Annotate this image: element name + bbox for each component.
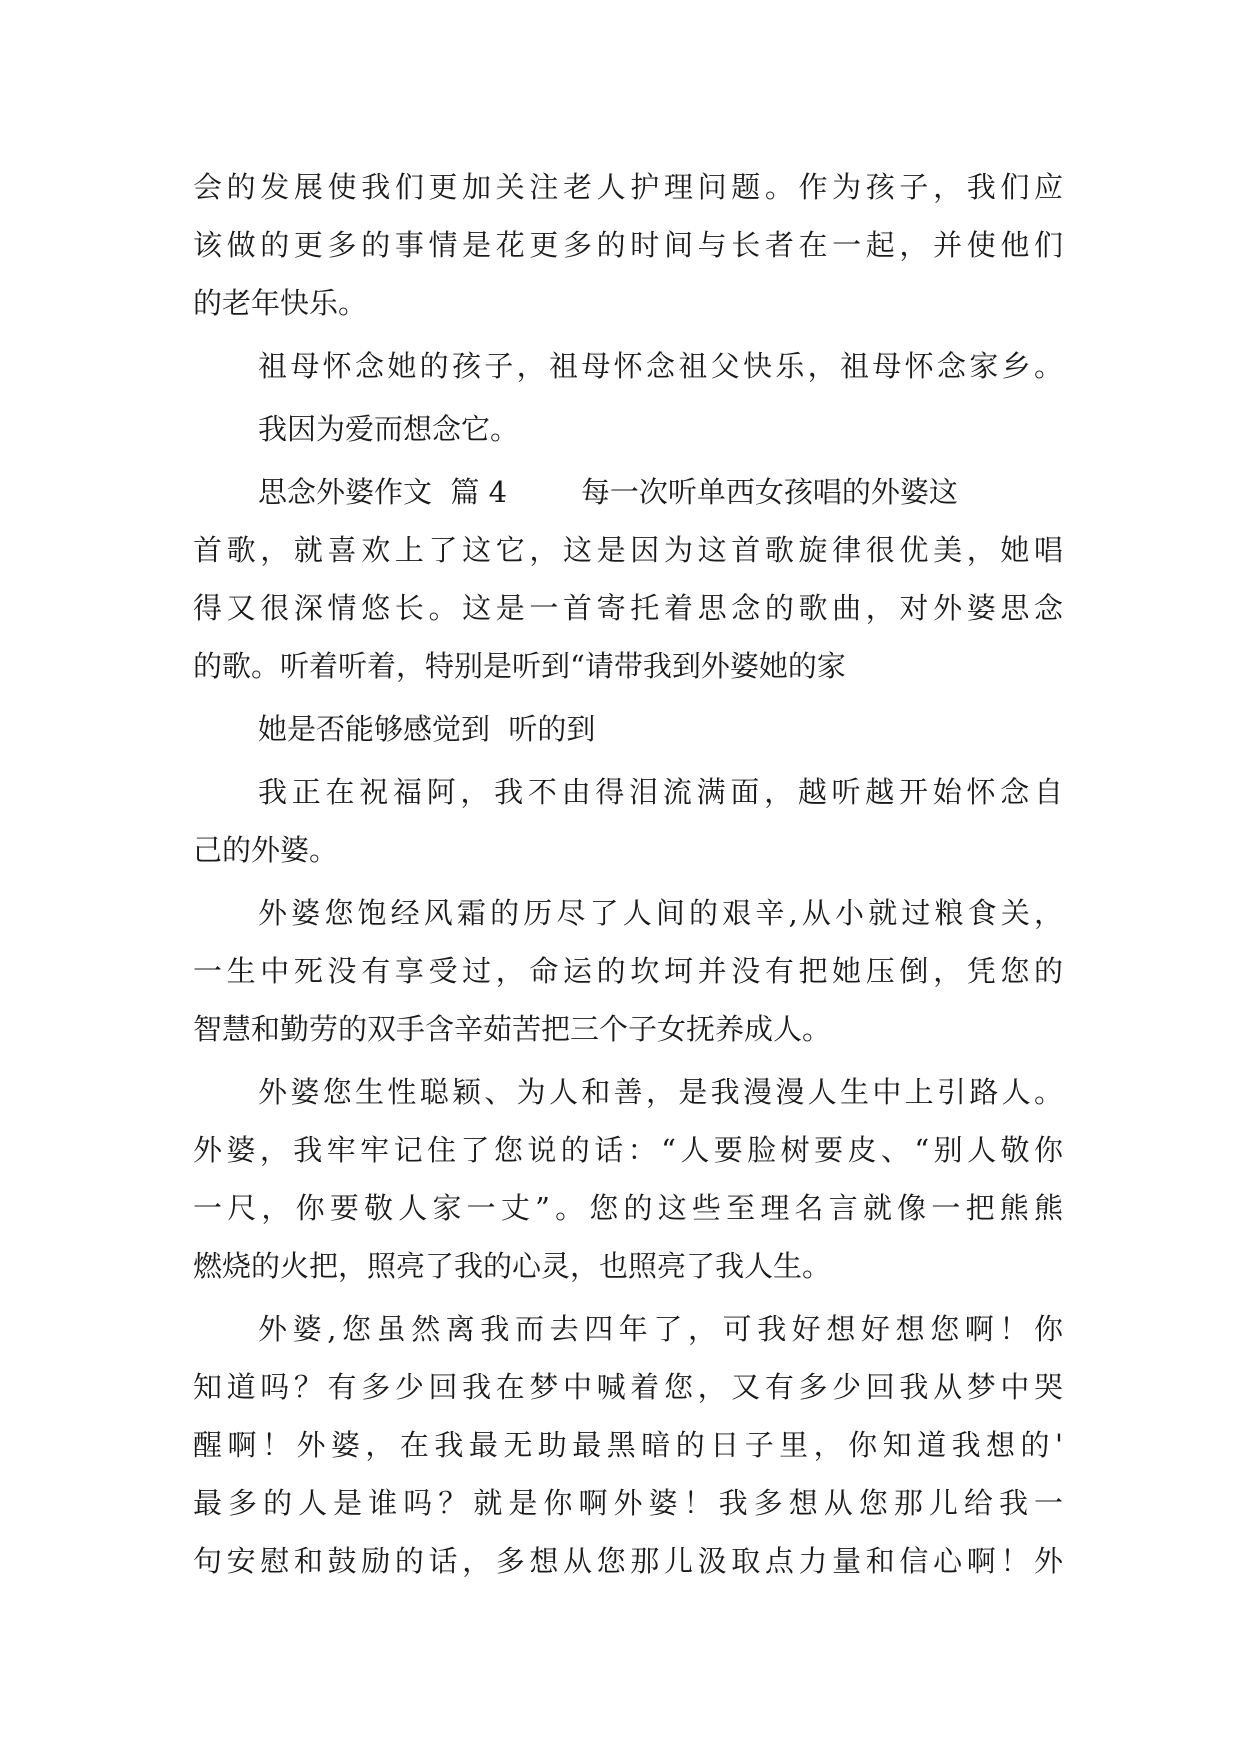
- text-line: 的老年快乐。: [193, 286, 368, 320]
- text-line: 一尺，你要敬人家一丈”。您的这些至理名言就像一把熊熊: [193, 1191, 1063, 1225]
- text-line: 一生中死没有享受过，命运的坎坷并没有把她压倒，凭您的: [193, 954, 1063, 988]
- text-line: 知道吗？有多少回我在梦中喊着您，又有多少回我从梦中哭: [193, 1370, 1063, 1404]
- text-line: 首歌，就喜欢上了这它，这是因为这首歌旋律很优美，她唱: [193, 533, 1063, 567]
- text-line: 燃烧的火把，照亮了我的心灵，也照亮了我人生。: [193, 1249, 832, 1283]
- text-line: 外婆，我牢牢记住了您说的话：“人要脸树要皮、“别人敬你: [193, 1133, 1063, 1167]
- text-line: 我因为爱而想念它。: [258, 412, 520, 446]
- text-line: 祖母怀念她的孩子，祖母怀念祖父快乐，祖母怀念家乡。: [258, 349, 1063, 383]
- text-line: 醒啊！外婆，在我最无助最黑暗的日子里，你知道我想的': [193, 1428, 1063, 1462]
- text-line: 智慧和勤劳的双手含辛茹苦把三个子女抚养成人。: [193, 1012, 832, 1046]
- text-line: 外婆您饱经风霜的历尽了人间的艰辛,从小就过粮食关，: [258, 896, 1063, 930]
- text-line: 该做的更多的事情是花更多的时间与长者在一起，并使他们: [193, 228, 1063, 262]
- text-line: 会的发展使我们更加关注老人护理问题。作为孩子，我们应: [193, 170, 1063, 204]
- text-line: 外婆您生性聪颖、为人和善，是我漫漫人生中上引路人。: [258, 1075, 1063, 1109]
- text-line: 的歌。听着听着，特别是听到“请带我到外婆她的家: [193, 649, 846, 683]
- text-line: 我正在祝福阿，我不由得泪流满面，越听越开始怀念自: [258, 775, 1063, 809]
- text-line: 最多的人是谁吗？就是你啊外婆！我多想从您那儿给我一: [193, 1486, 1063, 1520]
- text-line: 外婆,您虽然离我而去四年了，可我好想好想您啊！你: [258, 1312, 1063, 1346]
- text-line: 句安慰和鼓励的话，多想从您那儿汲取点力量和信心啊！外: [193, 1544, 1063, 1578]
- text-line: 她是否能够感觉到 听的到: [258, 712, 596, 746]
- text-line: 己的外婆。: [193, 833, 339, 867]
- section-heading: 思念外婆作文 篇 4 每一次听单西女孩唱的外婆这: [258, 475, 958, 509]
- text-line: 得又很深情悠长。这是一首寄托着思念的歌曲，对外婆思念: [193, 591, 1063, 625]
